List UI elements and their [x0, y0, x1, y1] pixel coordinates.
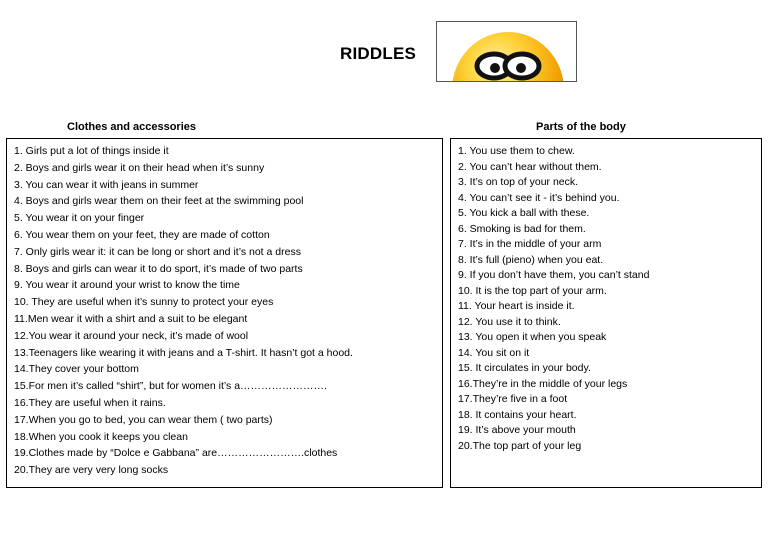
list-item: 3. You can wear it with jeans in summer: [14, 178, 199, 191]
list-item: 7. Only girls wear it: it can be long or short and it’s not a dress: [14, 245, 301, 258]
list-item: 20.They are very very long socks: [14, 464, 169, 477]
list-item: 15. It circulates in your body.: [458, 362, 591, 374]
list-item: 12. You use it to think.: [458, 315, 561, 328]
list-item: 18. It contains your heart.: [458, 408, 577, 421]
list-item: 2. You can’t hear without them.: [458, 160, 602, 173]
list-item: 10. They are useful when it’s sunny to protect your eyes: [14, 296, 274, 309]
rolling-eyes-emoticon-icon: [437, 22, 577, 82]
list-item: 1. Girls put a lot of things inside it: [14, 145, 169, 157]
list-item: 14. You sit on it: [458, 346, 530, 359]
list-item: 12.You wear it around your neck, it’s made of wool: [14, 329, 249, 342]
clothes-riddles-list: [14, 143, 442, 479]
clothes-riddles-box: [6, 138, 443, 488]
list-item: 7. It’s in the middle of your arm: [458, 238, 602, 250]
list-item: 19. It’s above your mouth: [458, 424, 576, 436]
list-item: 15.For men it’s called “shirt”, but for women it’s a…………………….: [14, 380, 327, 393]
list-item: 5. You kick a ball with these.: [458, 207, 590, 219]
list-item: 6. You wear them on your feet, they are made of cotton: [14, 228, 270, 241]
list-item: 14.They cover your bottom: [14, 363, 139, 376]
list-item: 6. Smoking is bad for them.: [458, 222, 586, 235]
list-item: 4. Boys and girls wear them on their feet at the swimming pool: [14, 195, 304, 208]
list-item: 9. You wear it around your wrist to know the time: [14, 279, 240, 292]
emoticon-picture: [436, 21, 577, 82]
list-item: 8. Boys and girls can wear it to do sport, it’s made of two parts: [14, 262, 303, 275]
list-item: 10. It is the top part of your arm.: [458, 284, 607, 297]
body-parts-heading: Parts of the body: [536, 121, 626, 133]
list-item: 16.They are useful when it rains.: [14, 396, 166, 409]
list-item: 17.They’re five in a foot: [458, 393, 568, 405]
body-parts-riddles-box: [450, 138, 762, 488]
list-item: 11. Your heart is inside it.: [458, 300, 575, 312]
list-item: 2. Boys and girls wear it on their head when it’s sunny: [14, 161, 265, 174]
list-item: 13. You open it when you speak: [458, 331, 607, 343]
list-item: 5. You wear it on your finger: [14, 212, 145, 225]
list-item: 3. It’s on top of your neck.: [458, 176, 579, 188]
list-item: 11.Men wear it with a shirt and a suit to be elegant: [14, 312, 248, 325]
list-item: 17.When you go to bed, you can wear them ( two parts): [14, 413, 273, 426]
list-item: 4. You can’t see it - it’s behind you.: [458, 191, 620, 204]
page-title: RIDDLES: [340, 44, 417, 63]
list-item: 1. You use them to chew.: [458, 145, 575, 157]
list-item: 18.When you cook it keeps you clean: [14, 430, 188, 443]
list-item: 8. It’s full (pieno) when you eat.: [458, 253, 604, 266]
list-item: 9. If you don’t have them, you can’t stand: [458, 269, 650, 281]
body-parts-riddles-list: [458, 144, 761, 454]
list-item: 19.Clothes made by “Dolce e Gabbana” are…………………….clothes: [14, 447, 338, 460]
list-item: 20.The top part of your leg: [458, 439, 582, 452]
list-item: 13.Teenagers like wearing it with jeans and a T-shirt. It hasn’t got a hood.: [14, 346, 353, 359]
clothes-heading: Clothes and accessories: [67, 121, 197, 133]
list-item: 16.They’re in the middle of your legs: [458, 377, 628, 390]
